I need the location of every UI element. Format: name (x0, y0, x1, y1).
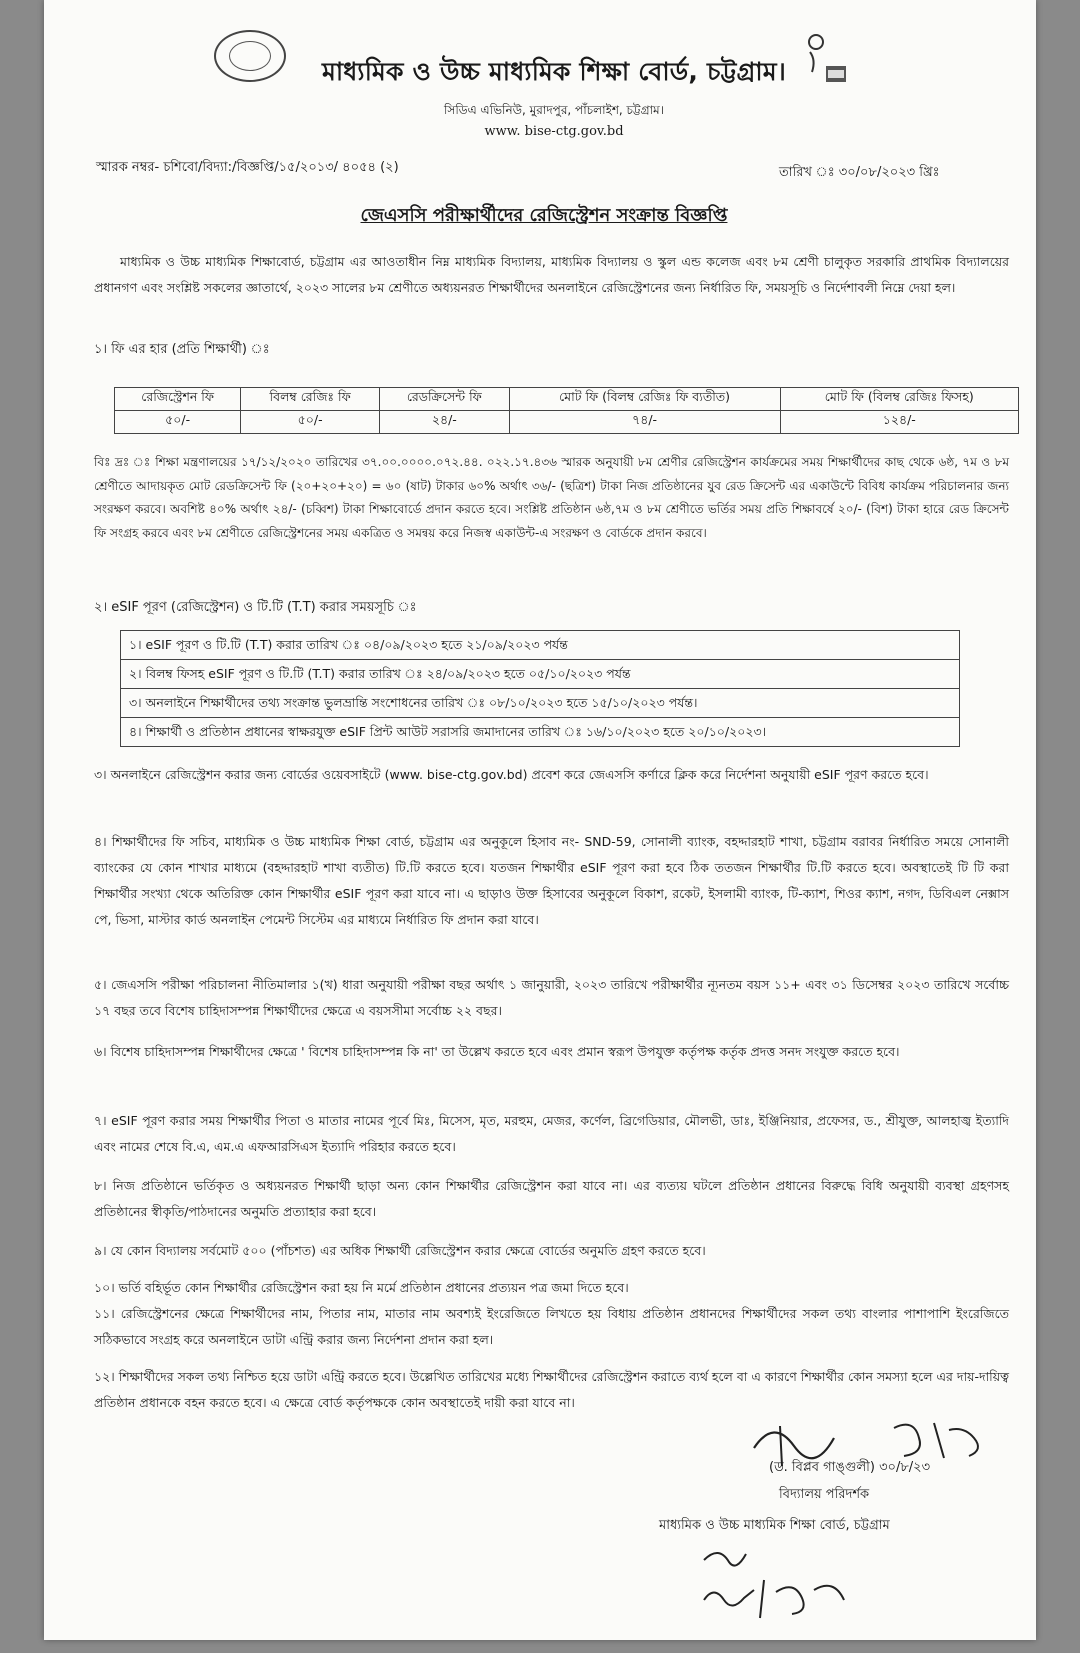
schedule-row (121, 631, 960, 660)
fee-note: বিঃ দ্রঃ ঃ শিক্ষা মন্ত্রণালয়ের ১৭/১২/২০২০ তারিখের ৩৭.০০.০০০০.০৭২.৪৪. ০২২.১৭.৪৩৬ স্মারক অনুযায়ী ৮ম শ্রেণীর রেজিস্ট্রেশন কার্যক্রমের সময় শিক্ষার্থীদের কাছ থেকে ৬ষ্ঠ, ৭ম ও ৮ম শ্রেণীতে আদায়কৃত মোট রেডক্রিসেন্ট ফি (২০+২০+২০) = ৬০ (ষাট) টাকার ৬০% অর্থাৎ ৩৬/- (ছত্রিশ) টাকা নিজ প্রতিষ্ঠানের যুব রেড ক্রিসেন্ট এর একাউন্টে বিবিধ কার্যক্রম পরিচালনার জন্য সংরক্ষণ করবে। অবশিষ্ট ৪০% অর্থাৎ ২৪/- (চব্বিশ) টাকা শিক্ষাবোর্ডে প্রদান করতে হবে। সংশ্লিষ্ট প্রতিষ্ঠান ৬ষ্ঠ,৭ম ও ৮ম শ্রেণীতে ভর্তির সময় প্রতি শিক্ষাবর্ষে ২০/- (বিশ) টাকা হারে রেড ক্রিসেন্ট ফি সংগ্রহ করবে এবং ৮ম শ্রেণীতে রেজিস্ট্রেশনের সময় একত্রিত ও সমন্বয় করে নিজস্ব একাউন্ট-এ সংরক্ষণ ও বোর্ডকে প্রদান করবে। (94, 455, 1009, 540)
section-9: ৯। যে কোন বিদ্যালয় সর্বমোট ৫০০ (পাঁচশত) এর অধিক শিক্ষার্থী রেজিস্ট্রেশন করার ক্ষেত্রে বোর্ডের অনুমতি গ্রহণ করতে হবে। (94, 1243, 706, 1258)
notice-subject: জেএসসি পরীক্ষার্থীদের রেজিস্ট্রেশন সংক্রান্ত বিজ্ঞপ্তি (360, 205, 728, 226)
schedule-cell: ৪। শিক্ষার্থী ও প্রতিষ্ঠান প্রধানের স্বাক্ষরযুক্ত eSIF প্রিন্ট আউট সরাসরি জমাদানের তারিখ ঃ ১৬/১০/২০২৩ হতে ২০/১০/২০২৩। (121, 718, 960, 747)
section-3: ৩। অনলাইনে রেজিস্ট্রেশন করার জন্য বোর্ডের ওয়েবসাইটে (www. bise-ctg.gov.bd) প্রবেশ করে জেএসসি কর্ণারে ক্লিক করে নির্দেশনা অনুযায়ী eSIF পূরণ করতে হবে। (94, 767, 929, 782)
fee-table (114, 387, 1019, 434)
section-12: ১২। শিক্ষার্থীদের সকল তথ্য নিশ্চিত হয়ে ডাটা এন্ট্রি করতে হবে। উল্লেখিত তারিখের মধ্যে শিক্ষার্থীদের রেজিস্ট্রেশন করাতে ব্যর্থ হলে বা এ কারণে শিক্ষার্থীর কোন সমস্যা হলে এর দায়-দায়িত্ব প্রতিষ্ঠান প্রধানকে বহন করতে হবে। এ ক্ষেত্রে বোর্ড কর্তৃপক্ষকে কোন অবস্থাতেই দায়ী করা যাবে না। (94, 1369, 1009, 1410)
intro-paragraph: মাধ্যমিক ও উচ্চ মাধ্যমিক শিক্ষাবোর্ড, চট্টগ্রাম এর আওতাধীন নিম্ন মাধ্যমিক বিদ্যালয়, মাধ্যমিক বিদ্যালয় ও স্কুল এন্ড কলেজ এবং ৮ম শ্রেণী চালুকৃত সরকারি প্রাথমিক বিদ্যালয়ের প্রধানগণ এবং সংশ্লিষ্ট সকলের জ্ঞাতার্থে, ২০২৩ সালের ৮ম শ্রেণীতে অধ্যয়নরত শিক্ষার্থীদের অনলাইনে রেজিস্ট্রেশনের জন্য নির্ধারিত ফি, সময়সূচি ও নির্দেশাবলী নিম্নে দেয়া হল। (94, 254, 1009, 295)
fee-header-cell: রেডক্রিসেন্ট ফি (380, 388, 510, 411)
section-2-title: ২। eSIF পূরণ (রেজিস্ট্রেশন) ও টি.টি (T.T) করার সময়সূচি ঃ (94, 600, 417, 615)
section-10: ১০। ভর্তি বহির্ভূত কোন শিক্ষার্থীর রেজিস্ট্রেশন করা হয় নি মর্মে প্রতিষ্ঠান প্রধানের প্রত্যয়ন পত্র জমা দিতে হবে। (94, 1280, 629, 1295)
fee-header-cell: রেজিস্ট্রেশন ফি (115, 388, 241, 411)
schedule-cell: ১। eSIF পূরণ ও টি.টি (T.T) করার তারিখ ঃ ০৪/০৯/২০২৩ হতে ২১/০৯/২০২৩ পর্যন্ত (121, 631, 960, 660)
board-title: মাধ্যমিক ও উচ্চ মাধ্যমিক শিক্ষা বোর্ড, চট্টগ্রাম। (321, 57, 787, 86)
fee-value-cell: ৫০/- (115, 411, 241, 434)
board-website: www. bise-ctg.gov.bd (484, 124, 624, 139)
schedule-cell: ৩। অনলাইনে শিক্ষার্থীদের তথ্য সংক্রান্ত ভুলভ্রান্তি সংশোধনের তারিখ ঃ ০৮/১০/২০২৩ হতে ১৫/১০/২০২৩ পর্যন্ত। (121, 689, 960, 718)
fee-table-value-row (115, 411, 1019, 434)
notice-date: তারিখ ঃ ৩০/০৮/২০২৩ খ্রিঃ (779, 165, 940, 180)
schedule-table (120, 630, 960, 747)
section-5: ৫। জেএসসি পরীক্ষা পরিচালনা নীতিমালার ১(খ) ধারা অনুযায়ী পরীক্ষা বছর অর্থাৎ ১ জানুয়ারী, ২০২৩ তারিখে পরীক্ষার্থীর ন্যূনতম বয়স ১১+ এবং ৩১ ডিসেম্বর ২০২৩ তারিখে সর্বোচ্চ ১৭ বছর তবে বিশেষ চাহিদাসম্পন্ন শিক্ষার্থীদের ক্ষেত্রে এ বয়সসীমা সর্বোচ্চ ২২ বছর। (94, 977, 1009, 1018)
signatory-name: (ড. বিপ্লব গাঙ্গুলী) ৩০/৮/২৩ (769, 1460, 931, 1475)
section-7: ৭। eSIF পূরণ করার সময় শিক্ষার্থীর পিতা ও মাতার নামের পূর্বে মিঃ, মিসেস, মৃত, মরহুম, মেজর, কর্ণেল, ব্রিগেডিয়ার, মৌলভী, ডাঃ, ইঞ্জিনিয়ার, প্রফেসর, ড., শ্রীযুক্ত, আলহাজ্ব ইত্যাদি এবং নামের শেষে বি.এ, এম.এ এফআরসিএস ইত্যাদি পরিহার করতে হবে। (94, 1113, 1009, 1154)
schedule-row (121, 689, 960, 718)
section-6: ৬। বিশেষ চাহিদাসম্পন্ন শিক্ষার্থীদের ক্ষেত্রে ' বিশেষ চাহিদাসম্পন্ন কি না' তা উল্লেখ করতে হবে এবং প্রমান স্বরূপ উপযুক্ত কর্তৃপক্ষ কর্তৃক প্রদত্ত সনদ সংযুক্ত করতে হবে। (94, 1044, 900, 1059)
fee-header-cell: বিলম্ব রেজিঃ ফি (241, 388, 380, 411)
fee-header-cell: মোট ফি (বিলম্ব রেজিঃ ফিসহ) (780, 388, 1018, 411)
section-1-title: ১। ফি এর হার (প্রতি শিক্ষার্থী) ঃ (94, 342, 270, 357)
schedule-cell: ২। বিলম্ব ফিসহ eSIF পূরণ ও টি.টি (T.T) করার তারিখ ঃ ২৪/০৯/২০২৩ হতে ০৫/১০/২০২৩ পর্যন্ত (121, 660, 960, 689)
seal-inner-ring (229, 41, 271, 71)
section-4: ৪। শিক্ষার্থীদের ফি সচিব, মাধ্যমিক ও উচ্চ মাধ্যমিক শিক্ষা বোর্ড, চট্টগ্রাম এর অনুকূলে হিসাব নং- SND-59, সোনালী ব্যাংক, বহদ্দারহাট শাখা, চট্টগ্রাম বরাবর নির্ধারিত সময়ে সোনালী ব্যাংকের যে কোন শাখার মাধ্যমে (বহদ্দারহাট শাখা ব্যতীত) টি.টি করতে হবে। যতজন শিক্ষার্থীর eSIF পূরণ করা হবে ঠিক ততজন শিক্ষার্থীর টি.টি করতে হবে। অবস্থাতেই টি টি করা শিক্ষার্থীর সংখ্যা থেকে অতিরিক্ত কোন শিক্ষার্থীর eSIF পূরণ করা যাবে না। এ ছাড়াও উক্ত হিসাবের অনুকূলে বিকাশ, রকেট, ইসলামী ব্যাংক, টি-ক্যাশ, শিওর ক্যাশ, নগদ, ডিবিএল নেক্সাস পে, ভিসা, মাস্টার কার্ড অনলাইন পেমেন্ট সিস্টেম এর মাধ্যমে নির্ধারিত ফি প্রদান করা যাবে। (94, 834, 1009, 927)
section-11: ১১। রেজিস্ট্রেশনের ক্ষেত্রে শিক্ষার্থীদের নাম, পিতার নাম, মাতার নাম অবশ্যই ইংরেজিতে লিখতে হয় বিধায় প্রতিষ্ঠান প্রধানদের শিক্ষার্থীদের সকল তথ্য বাংলার পাশাপাশি ইংরেজিতে সঠিকভাবে সংগ্রহ করে অনলাইনে ডাটা এন্ট্রি করার জন্য নির্দেশনা প্রদান করা হল। (94, 1306, 1009, 1347)
fee-value-cell: ১২৪/- (780, 411, 1018, 434)
section-8: ৮। নিজ প্রতিষ্ঠানে ভর্তিকৃত ও অধ্যয়নরত শিক্ষার্থী ছাড়া অন্য কোন শিক্ষার্থীর রেজিস্ট্রেশন করা যাবে না। এর ব্যত্যয় ঘটলে প্রতিষ্ঠান প্রধানের বিরুদ্ধে বিধি অনুযায়ী ব্যবস্থা গ্রহণসহ প্রতিষ্ঠানের স্বীকৃতি/পাঠদানের অনুমতি প্রত্যাহার করা হবে। (94, 1178, 1009, 1219)
signatory-organization: মাধ্যমিক ও উচ্চ মাধ্যমিক শিক্ষা বোর্ড, চট্টগ্রাম (659, 1518, 890, 1533)
handwritten-initial-date (684, 1540, 854, 1628)
signatory-role: বিদ্যালয় পরিদর্শক (779, 1487, 870, 1502)
board-address: সিডিএ এভিনিউ, মুরাদপুর, পাঁচলাইশ, চট্টগ্রাম। (443, 103, 665, 117)
document-page (44, 0, 1036, 1640)
schedule-row (121, 718, 960, 747)
memo-number: স্মারক নম্বর- চশিবো/বিদ্যা:/বিজ্ঞপ্তি/১৫/২০১৩/ ৪০৫৪ (২) (96, 160, 399, 175)
fee-value-cell: ৭৪/- (509, 411, 780, 434)
fee-header-cell: মোট ফি (বিলম্ব রেজিঃ ফি ব্যতীত) (509, 388, 780, 411)
schedule-row (121, 660, 960, 689)
fee-value-cell: ২৪/- (380, 411, 510, 434)
fee-table-header-row (115, 388, 1019, 411)
fee-value-cell: ৫০/- (241, 411, 380, 434)
